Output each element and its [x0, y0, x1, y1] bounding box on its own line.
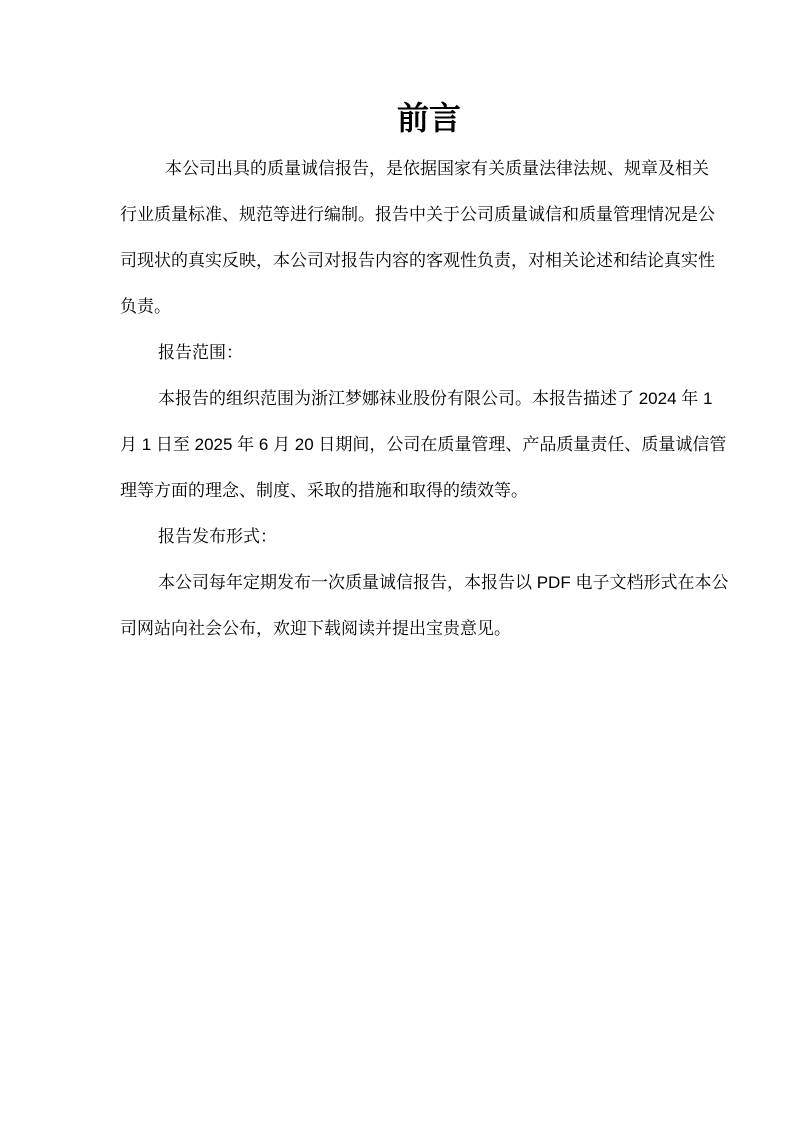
paragraph-line: 本公司每年定期发布一次质量诚信报告，本报告以 PDF 电子文档形式在本公 — [158, 573, 729, 592]
paragraph-line: 司现状的真实反映，本公司对报告内容的客观性负责，对相关论述和结论真实性 — [120, 251, 715, 270]
paragraph-line: 本公司出具的质量诚信报告，是依据国家有关质量法律法规、规章及相关 — [165, 159, 709, 178]
paragraph-line: 理等方面的理念、制度、采取的措施和取得的绩效等。 — [120, 481, 528, 500]
paragraph-line: 负责。 — [120, 297, 171, 316]
paragraph-line: 月 1 日至 2025 年 6 月 20 日期间，公司在质量管理、产品质量责任、质量诚信管 — [120, 435, 727, 454]
document-body — [120, 146, 729, 652]
page-title: 前言 — [396, 100, 461, 136]
paragraph-line: 本报告的组织范围为浙江梦娜袜业股份有限公司。本报告描述了 2024 年 1 — [158, 389, 713, 408]
section-heading-report-scope: 报告范围： — [158, 343, 243, 362]
paragraph-line: 行业质量标准、规范等进行编制。报告中关于公司质量诚信和质量管理情况是公 — [120, 205, 715, 224]
section-heading-report-release-form: 报告发布形式： — [158, 527, 277, 546]
paragraph-line: 司网站向社会公布，欢迎下载阅读并提出宝贵意见。 — [120, 619, 511, 638]
